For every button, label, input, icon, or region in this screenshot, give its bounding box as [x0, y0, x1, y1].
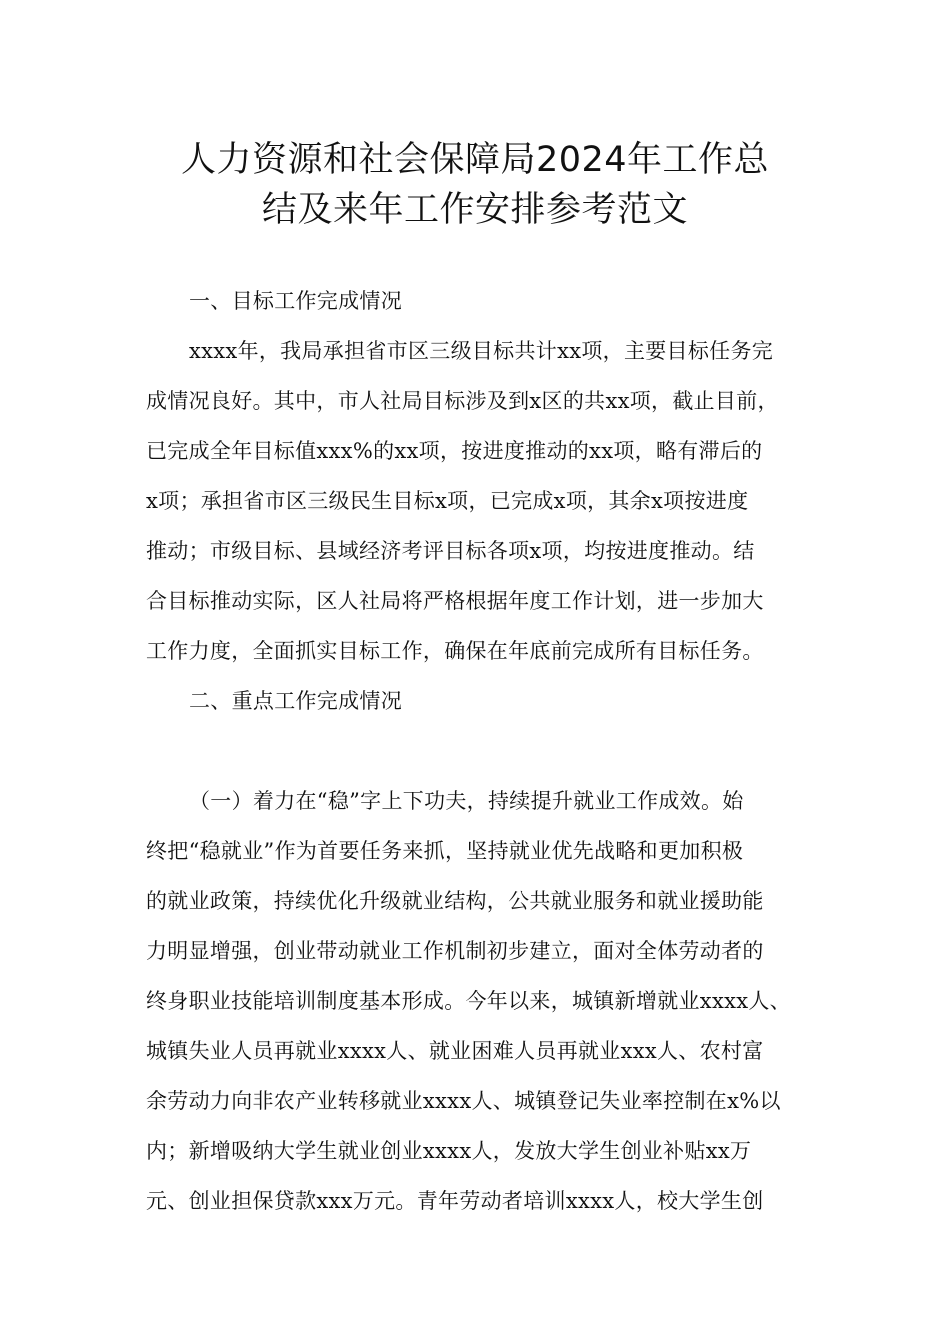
document-title-line-1: 人力资源和社会保障局2024年工作总 [180, 140, 770, 180]
paragraph-2-line-1: （一）着力在“稳”字上下功夫，持续提升就业工作成效。始 [189, 789, 744, 813]
document-title-line-2: 结及来年工作安排参考范文 [261, 190, 688, 230]
section-heading-2: 二、重点工作完成情况 [189, 689, 402, 713]
paragraph-1-line-4: x项；承担省市区三级民生目标x项，已完成x项，其余x项按进度 [146, 489, 749, 513]
paragraph-1-line-2: 成情况良好。其中，市人社局目标涉及到x区的共xx项，截止目前， [146, 389, 779, 413]
paragraph-1-line-7: 工作力度，全面抓实目标工作，确保在年底前完成所有目标任务。 [146, 639, 764, 663]
paragraph-1-line-6: 合目标推动实际，区人社局将严格根据年度工作计划，进一步加大 [146, 589, 764, 613]
paragraph-2-line-5: 终身职业技能培训制度基本形成。今年以来，城镇新增就业xxxx人、 [146, 989, 791, 1013]
paragraph-2-line-2: 终把“稳就业”作为首要任务来抓，坚持就业优先战略和更加积极 [146, 839, 744, 863]
paragraph-2-line-6: 城镇失业人员再就业xxxx人、就业困难人员再就业xxx人、农村富 [146, 1039, 764, 1063]
paragraph-1-line-1: xxxx年，我局承担省市区三级目标共计xx项，主要目标任务完 [189, 339, 774, 363]
paragraph-2-line-4: 力明显增强，创业带动就业工作机制初步建立，面对全体劳动者的 [146, 939, 764, 963]
section-heading-1: 一、目标工作完成情况 [189, 289, 402, 313]
paragraph-1-line-3: 已完成全年目标值xxx%的xx项，按进度推动的xx项，略有滞后的 [146, 439, 763, 463]
paragraph-2-line-3: 的就业政策，持续优化升级就业结构，公共就业服务和就业援助能 [146, 889, 764, 913]
paragraph-1-line-5: 推动；市级目标、县域经济考评目标各项x项，均按进度推动。结 [146, 539, 755, 563]
paragraph-2-line-7: 余劳动力向非农产业转移就业xxxx人、城镇登记失业率控制在x%以 [146, 1089, 781, 1113]
paragraph-2-line-8: 内；新增吸纳大学生就业创业xxxx人，发放大学生创业补贴xx万 [146, 1139, 752, 1163]
paragraph-2-line-9: 元、创业担保贷款xxx万元。青年劳动者培训xxxx人，校大学生创 [146, 1189, 764, 1213]
